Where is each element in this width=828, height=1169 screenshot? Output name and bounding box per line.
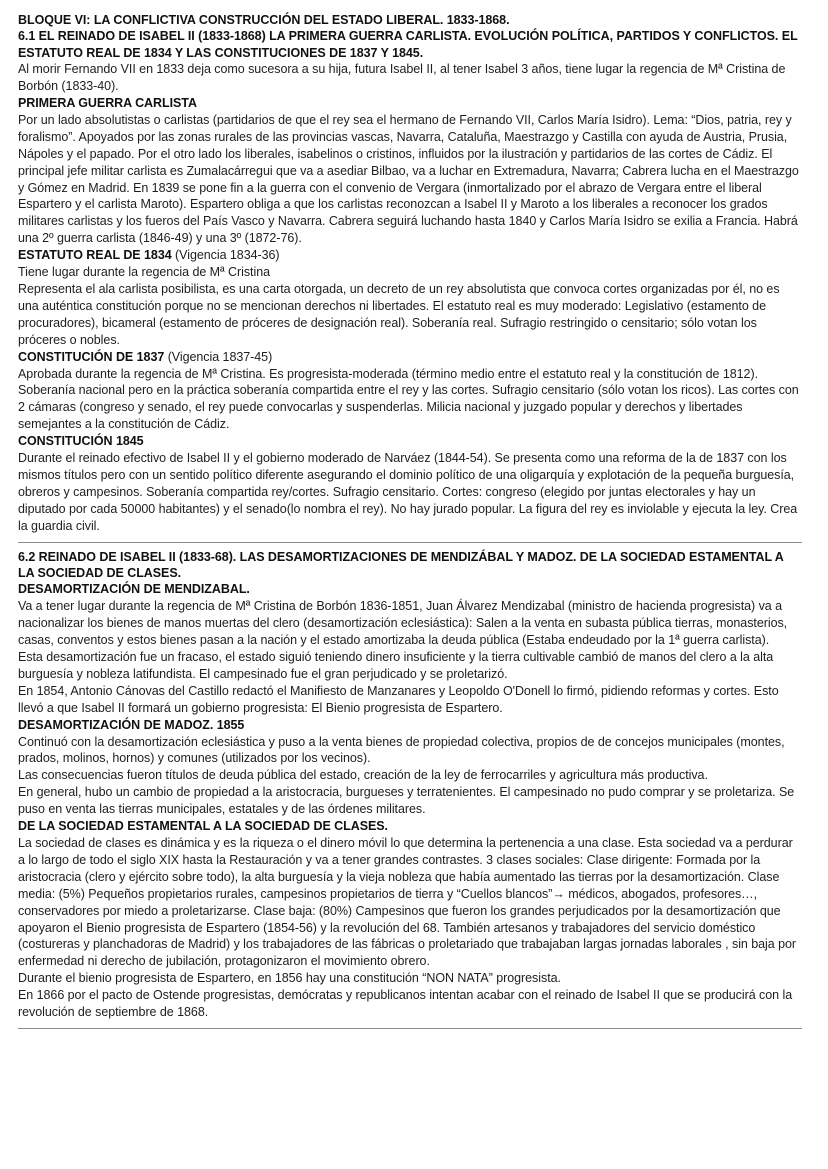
madoz-heading: DESAMORTIZACIÓN DE MADOZ. 1855 bbox=[18, 717, 245, 732]
sociedad-paragraph-2: Durante el bienio progresista de Espartero, en 1856 hay una constitución “NON NATA” progresista. bbox=[18, 971, 561, 986]
mendizabal-heading: DESAMORTIZACIÓN DE MENDIZABAL. bbox=[18, 582, 250, 597]
section-2-title: 6.2 REINADO DE ISABEL II (1833-68). LAS DESAMORTIZACIONES DE MENDIZÁBAL Y MADOZ. DE LA SOCIEDAD ESTAMENTAL A LA SOCIEDAD DE CLASES. bbox=[18, 549, 784, 580]
mendizabal-paragraph-3: En 1854, Antonio Cánovas del Castillo redactó el Manifiesto de Manzanares y Leopoldo O'Donell lo firmó, pidiendo reformas y cortes. Esto llevó a que Isabel II formará un gobierno progresista: El Bienio progresista de Espartero. bbox=[18, 683, 779, 715]
constitucion-1837-paragraph: Aprobada durante la regencia de Mª Cristina. Es progresista-moderada (término medio entre el estatuto real y la constitución de 1812). Soberanía nacional pero en la práctica soberanía compartida entre el rey y las cortes. Sufragio censitario (sólo votan los ricos). Las cortes con 2 cámaras (congreso y senado, el rey puede convocarlas y suspenderlas. Milicia nacional y juzgado popular y derechos y libertades semejantes a la constitución de Cádiz. bbox=[18, 366, 799, 432]
document-page bbox=[18, 12, 802, 1035]
estatuto-vigencia: (Vigencia 1834-36) bbox=[171, 248, 280, 263]
section-divider bbox=[18, 542, 802, 543]
constitucion-1845-heading: CONSTITUCIÓN 1845 bbox=[18, 434, 144, 449]
mendizabal-paragraph-1: Va a tener lugar durante la regencia de Mª Cristina de Borbón 1836-1851, Juan Álvarez Mendizabal (ministro de hacienda progresista) va a nacionalizar los bienes de manos muertas del clero (desamortización eclesiástica): Salen a la venta en subasta pública tierras, monasterios, casas, conventos y estos bienes pasan a la nación y el estado amortizaba la deuda pública (Estaba endeudado por la 1ª guerra carlista). bbox=[18, 599, 788, 648]
estatuto-heading-line bbox=[18, 247, 802, 264]
estatuto-line-1: Tiene lugar durante la regencia de Mª Cristina bbox=[18, 265, 270, 280]
section-1-title: 6.1 EL REINADO DE ISABEL II (1833-1868) LA PRIMERA GUERRA CARLISTA. EVOLUCIÓN POLÍTICA, PARTIDOS Y CONFLICTOS. EL ESTATUTO REAL DE 1834 Y LAS CONSTITUCIONES DE 1837 Y 1845. bbox=[18, 29, 798, 60]
constitucion-1845-paragraph: Durante el reinado efectivo de Isabel II y el gobierno moderado de Narváez (1844-54). Se presenta como una reforma de la de 1837 con los mismos títulos pero con un sentido político diferente asegurando el dominio político de una oligarquía y explotación de la pequeña burguesía, obreros y campesinos. Soberanía compartida rey/cortes. Sufragio censitario. Cortes: congreso (elegido por juntas electorales y hay un diputado por cada 50000 habitantes) y el senado(lo nombra el rey). No hay jurado popular. La figura del rey es inviolable y ejecuta la ley. Crea la guardia civil. bbox=[18, 451, 798, 533]
carlista-heading: PRIMERA GUERRA CARLISTA bbox=[18, 96, 197, 111]
sociedad-paragraph-1: La sociedad de clases es dinámica y es la riqueza o el dinero móvil lo que determina la pertenencia a una clase. Esta sociedad va a perdurar a lo largo de todo el siglo XIX hasta la Restauración y va a tener grandes contrastes. 3 clases sociales: Clase dirigente: Formada por la aristocracia (clero y ejército sobre todo), la alta burguesía y la vieja nobleza que había aumentado las tierras por la desamortización. Clase media: (5%) Pequeños propietarios rurales, campesinos propietarios de tierra y “Cuellos blancos”→ médicos, abogados, profesores…, conservadores por miedo a proletarizarse. Clase baja: (80%) Campesinos que fueron los grandes perjudicados por la desamortización que apoyaron el Bienio progresista de Espartero (1854-56) y la revolución del 68. También artesanos y trabajadores del servicio doméstico (costureras y planchadoras de Madrid) y los trabajadores de las fábricas o proletariado que trabajaban largas jornadas laborales , sin baja por enfermedad ni derecho de jubilación, protagonizaron el movimiento obrero. bbox=[18, 836, 797, 969]
constitucion-1837-vigencia: (Vigencia 1837-45) bbox=[164, 349, 273, 364]
madoz-paragraph-2: Las consecuencias fueron títulos de deuda pública del estado, creación de la ley de ferrocarriles y agricultura más productiva. bbox=[18, 768, 708, 783]
estatuto-heading: ESTATUTO REAL DE 1834 bbox=[18, 248, 172, 263]
estatuto-paragraph: Representa el ala carlista posibilista, es una carta otorgada, un decreto de un rey absolutista que convoca cortes organizadas por él, no es una auténtica constitución porque no se mencionan derechos ni libertades. El estatuto real es muy moderado: Legislativo (estamento de procuradores), bicameral (estamento de próceres de designación real). Soberanía real. Sufragio restringido o censitario; sólo votan los próceres o nobles. bbox=[18, 282, 780, 347]
constitucion-1837-heading: CONSTITUCIÓN DE 1837 bbox=[18, 349, 165, 364]
block-title: BLOQUE VI: LA CONFLICTIVA CONSTRUCCIÓN DEL ESTADO LIBERAL. 1833-1868. bbox=[18, 13, 510, 27]
sociedad-heading: DE LA SOCIEDAD ESTAMENTAL A LA SOCIEDAD DE CLASES. bbox=[18, 819, 388, 834]
sociedad-paragraph-3: En 1866 por el pacto de Ostende progresistas, demócratas y republicanos intentan acabar con el reinado de Isabel II que se producirá con la revolución de septiembre de 1868. bbox=[18, 988, 793, 1020]
section-1-intro: Al morir Fernando VII en 1833 deja como sucesora a su hija, futura Isabel II, al tener Isabel 3 años, tiene lugar la regencia de Mª Cristina de Borbón (1833-40). bbox=[18, 62, 786, 94]
constitucion-1837-heading-line bbox=[18, 349, 802, 366]
madoz-paragraph-3: En general, hubo un cambio de propiedad a la aristocracia, burgueses y terratenientes. El campesinado no pudo comprar y se proletariza. Se puso en venta las tierras municipales, estatales y de las órdenes militares. bbox=[18, 785, 795, 817]
carlista-paragraph: Por un lado absolutistas o carlistas (partidarios de que el rey sea el hermano de Fernando VII, Carlos María Isidro). Lema: “Dios, patria, rey y foralismo”. Apoyados por las zonas rurales de las provincias vascas, Navarra, Cataluña, Maestrazgo y Castilla con ayuda de Austria, Prusia, Nápoles y el papado. Por el otro lado los liberales, isabelinos o cristinos, influidos por la ilustración y partidarios de las cortes de Cádiz. El principal jefe militar carlista es Zumalacárregui que va a asediar Bilbao, va a luchar en Extremadura, Navarra; Cabrera lucha en el Maestrazgo y Gómez en Madrid. En 1839 se pone fin a la guerra con el convenio de Vergara (inmortalizado por el abrazo de Vergara entre el liberal Espartero y el carlista Maroto). Espartero obliga a que los carlistas reconozcan a Isabel II y Maroto a los liberales a reconocer los grados militares carlistas y los fueros del País Vasco y Navarra. Cabrera seguirá luchando hasta 1840 y Carlos María Isidro se exilia a Francia. Habrá una 2º guerra carlista (1846-49) y una 3º (1872-76). bbox=[18, 112, 799, 246]
end-divider bbox=[18, 1028, 802, 1029]
madoz-paragraph-1: Continuó con la desamortización eclesiástica y puso a la venta bienes de propiedad colectiva, propios de de concejos municipales (montes, prados, molinos, hornos) y comunes (utilizados por los vecinos). bbox=[18, 734, 785, 766]
mendizabal-paragraph-2: Esta desamortización fue un fracaso, el estado siguió teniendo dinero insuficiente y la tierra cultivable cambió de manos del clero a la alta burguesía y nobleza latifundista. El campesinado fue el gran perjudicado y se proletarizó. bbox=[18, 650, 774, 681]
